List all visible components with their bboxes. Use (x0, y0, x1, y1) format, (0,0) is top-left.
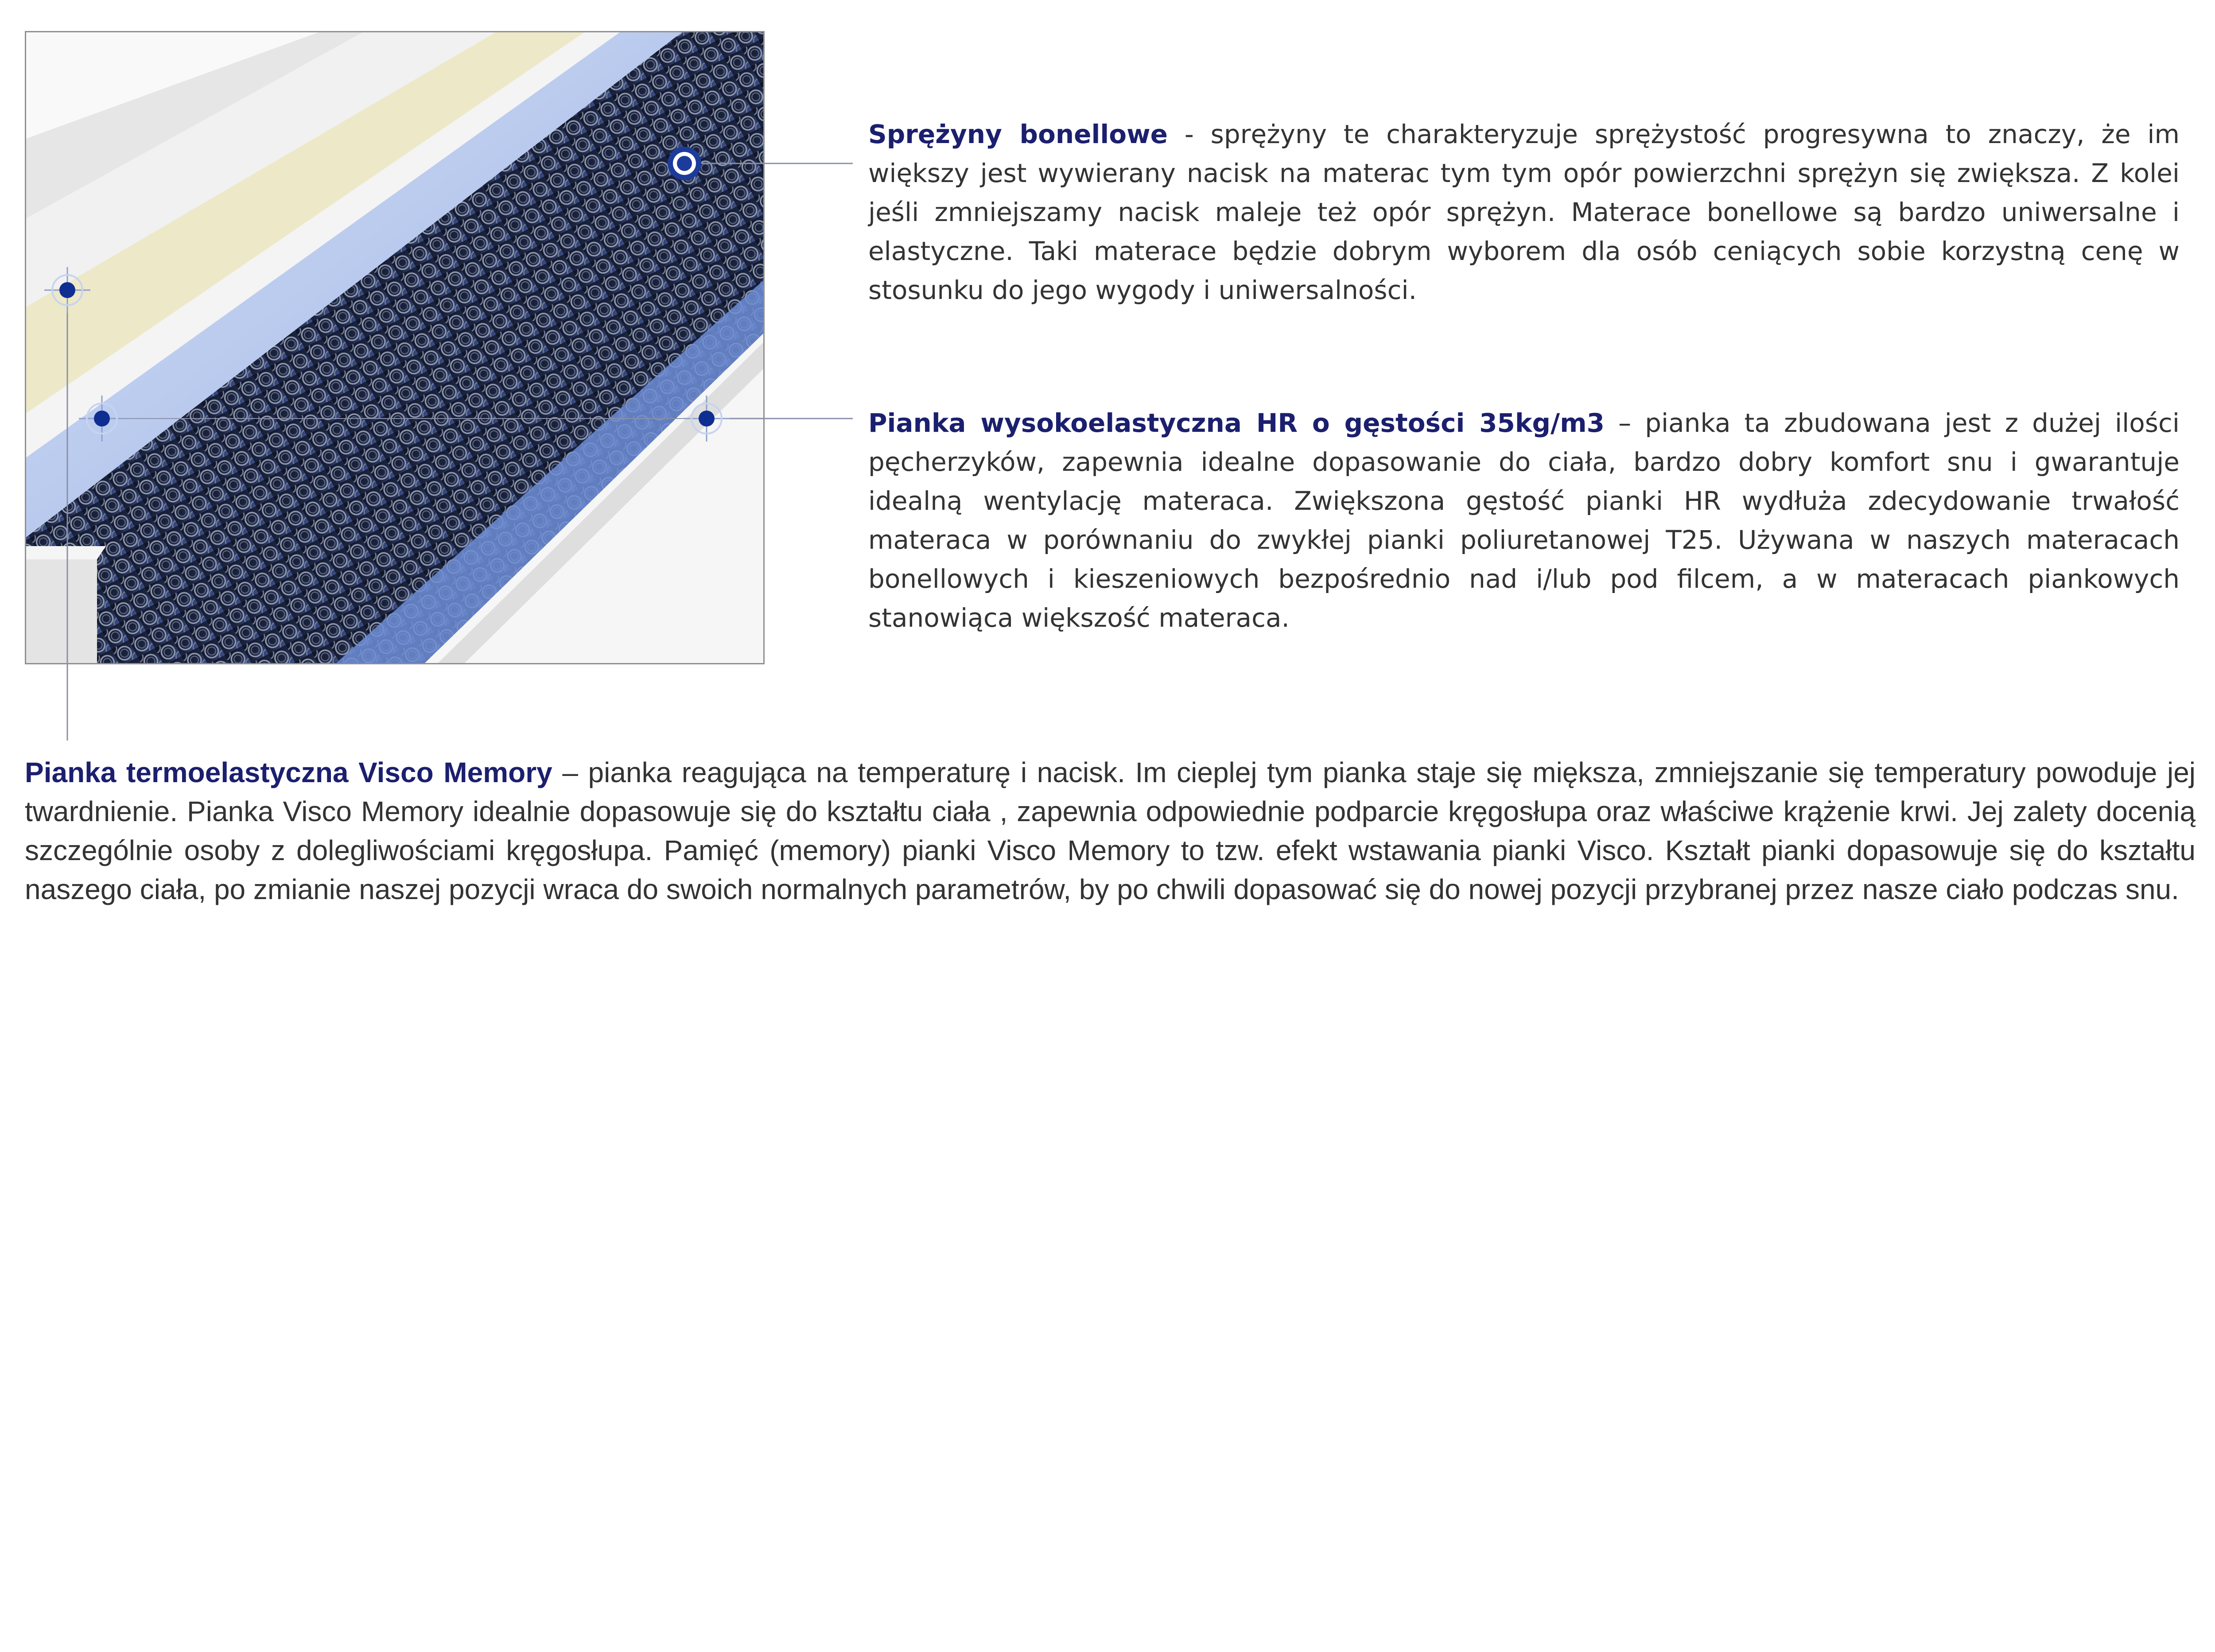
term-hr-foam: Pianka wysokoelastyczna HR o gęstości 35kg/m3 (868, 408, 1605, 438)
description-hr-foam (868, 403, 2180, 637)
term-visco-memory: Pianka termoelastyczna Visco Memory (25, 756, 552, 788)
description-bonell-springs (868, 115, 2180, 310)
description-text: - sprężyny te charakteryzuje sprężystość progresywna to znaczy, że im większy jest wywierany nacisk na materac tym tym opór powierzchni sprężyn się zwiększa. Z kolei jeśli zmniejszamy nacisk maleje też opór sprężyn. Materace bonellowe są bardzo uniwersalne i elastyczne. Taki materace będzie dobrym wyborem dla osób ceniących sobie korzystną cenę w stosunku do jego wygody i uniwersalności. (868, 119, 2180, 305)
description-visco-memory (25, 753, 2196, 909)
term-bonell-springs: Sprężyny bonellowe (868, 119, 1168, 149)
mattress-layers-drawing (26, 32, 763, 663)
mattress-cross-section-image (25, 31, 765, 664)
description-text: – pianka ta zbudowana jest z dużej ilości pęcherzyków, zapewnia idealne dopasowanie do ciała, bardzo dobry komfort snu i gwarantuje idealną wentylację materaca. Zwiększona gęstość pianki HR wydłuża zdecydowanie trwałość materaca w porównaniu do zwykłej pianki poliuretanowej T25. Używana w naszych materacach bonellowych i kieszeniowych bezpośrednio nad i/lub pod filcem, a w materacach piankowych stanowiąca większość materaca. (868, 408, 2180, 633)
description-text: – pianka reagująca na temperaturę i nacisk. Im cieplej tym pianka staje się miększa, zmniejszanie się temperatury powoduje jej twardnienie. Pianka Visco Memory idealnie dopasowuje się do kształtu ciała , zapewnia odpowiednie podparcie kręgosłupa oraz właściwe krążenie krwi. Jej zalety docenią szczególnie osoby z dolegliwościami kręgosłupa. Pamięć (memory) pianki Visco Memory to tzw. efekt wstawania pianki Visco. Kształt pianki dopasowuje się do kształtu naszego ciała, po zmianie naszej pozycji wraca do swoich normalnych parametrów, by po chwili dopasować się do nowej pozycji przybranej przez nasze ciało podczas snu. (25, 756, 2196, 905)
